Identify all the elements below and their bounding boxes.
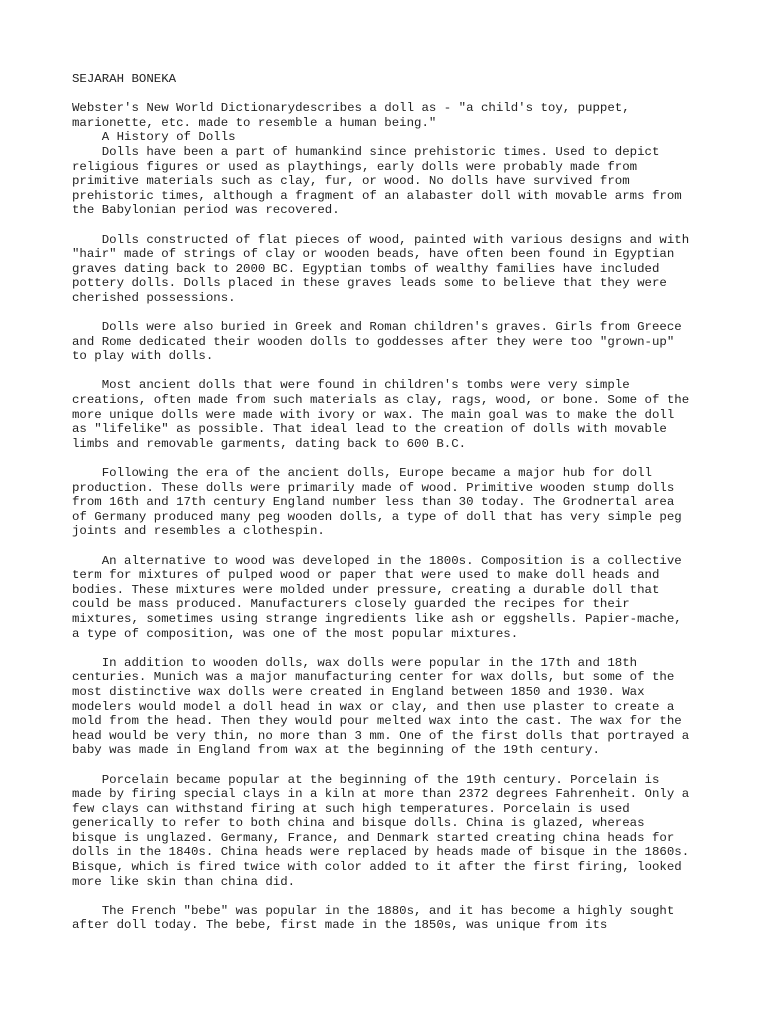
paragraph-line: Bisque, which is fired twice with color added to it after the first firing, looked: [72, 860, 682, 875]
paragraph-line: bisque is unglazed. Germany, France, and Denmark started creating china heads for: [72, 830, 675, 845]
paragraph-line: centuries. Munich was a major manufacturing center for wax dolls, but some of the: [72, 670, 675, 685]
paragraph: [72, 554, 712, 642]
paragraph-spacer: [72, 889, 712, 904]
paragraph-line: Dolls were also buried in Greek and Roman children's graves. Girls from Greece: [72, 320, 682, 335]
intro-line: marionette, etc. made to resemble a human being.": [72, 115, 437, 130]
paragraph-line: modelers would model a doll head in wax or clay, and then use plaster to create a: [72, 699, 675, 714]
paragraph-line: mold from the head. Then they would pour melted wax into the cast. The wax for the: [72, 714, 682, 729]
paragraph-spacer: [72, 451, 712, 466]
paragraph: [72, 233, 712, 306]
paragraph-line: and Rome dedicated their wooden dolls to goddesses after they were too "grown-up": [72, 334, 675, 349]
paragraph-line: limbs and removable garments, dating back to 600 B.C.: [72, 436, 467, 451]
paragraph-line: Porcelain became popular at the beginning of the 19th century. Porcelain is: [72, 772, 660, 787]
document-title: SEJARAH BONEKA: [72, 72, 177, 86]
paragraph-line: In addition to wooden dolls, wax dolls were popular in the 17th and 18th: [72, 655, 638, 670]
paragraph-line: joints and resembles a clothespin.: [72, 524, 325, 539]
paragraph-line: pottery dolls. Dolls placed in these graves leads some to believe that they were: [72, 276, 667, 291]
paragraph-line: The French "bebe" was popular in the 1880s, and it has become a highly sought: [72, 903, 675, 918]
intro-line: Webster's New World Dictionarydescribes a doll as - "a child's toy, puppet,: [72, 101, 630, 116]
paragraph-line: primitive materials such as clay, fur, or wood. No dolls have survived from: [72, 174, 630, 189]
paragraph-line: of Germany produced many peg wooden dolls, a type of doll that has very simple peg: [72, 509, 682, 524]
spacer: [72, 87, 712, 102]
paragraph-line: could be mass produced. Manufacturers closely guarded the recipes for their: [72, 597, 630, 612]
paragraph-line: Most ancient dolls that were found in children's tombs were very simple: [72, 378, 630, 393]
paragraph-line: bodies. These mixtures were molded under pressure, creating a durable doll that: [72, 582, 660, 597]
paragraph-spacer: [72, 539, 712, 554]
paragraph-line: made by firing special clays in a kiln at more than 2372 degrees Fahrenheit. Only a: [72, 787, 690, 802]
document-body: [72, 145, 712, 933]
paragraph-line: Dolls constructed of flat pieces of wood, painted with various designs and with: [72, 232, 690, 247]
paragraph: [72, 320, 712, 364]
paragraph-line: creations, often made from such materials as clay, rags, wood, or bone. Some of the: [72, 393, 690, 408]
paragraph-line: a type of composition, was one of the most popular mixtures.: [72, 626, 519, 641]
paragraph: [72, 656, 712, 758]
paragraph-line: as "lifelike" as possible. That ideal lead to the creation of dolls with movable: [72, 422, 667, 437]
paragraph-line: mixtures, sometimes using strange ingredients like ash or eggshells. Papier-mache,: [72, 611, 682, 626]
paragraph-line: from 16th and 17th century England number less than 30 today. The Grodnertal area: [72, 495, 675, 510]
document-page: [72, 72, 712, 933]
intro-line: A History of Dolls: [72, 130, 236, 145]
paragraph: [72, 773, 712, 890]
paragraph: [72, 466, 712, 539]
paragraph-line: after doll today. The bebe, first made in the 1850s, was unique from its: [72, 918, 608, 933]
paragraph-spacer: [72, 641, 712, 656]
paragraph-line: "hair" made of strings of clay or wooden beads, have often been found in Egyptian: [72, 247, 675, 262]
paragraph-line: prehistoric times, although a fragment of an alabaster doll with movable arms from: [72, 188, 682, 203]
paragraph-line: term for mixtures of pulped wood or paper that were used to make doll heads and: [72, 568, 660, 583]
paragraph-line: to play with dolls.: [72, 349, 214, 364]
paragraph-line: Following the era of the ancient dolls, Europe became a major hub for doll: [72, 466, 652, 481]
paragraph: [72, 145, 712, 218]
paragraph-spacer: [72, 306, 712, 321]
paragraph-line: more unique dolls were made with ivory or wax. The main goal was to make the doll: [72, 407, 675, 422]
paragraph-line: the Babylonian period was recovered.: [72, 203, 340, 218]
paragraph-line: most distinctive wax dolls were created in England between 1850 and 1930. Wax: [72, 684, 645, 699]
paragraph-spacer: [72, 364, 712, 379]
paragraph: [72, 378, 712, 451]
paragraph-line: more like skin than china did.: [72, 874, 296, 889]
paragraph-line: cherished possessions.: [72, 290, 236, 305]
paragraph-spacer: [72, 758, 712, 773]
paragraph-line: dolls in the 1840s. China heads were replaced by heads made of bisque in the 1860s.: [72, 845, 690, 860]
paragraph-spacer: [72, 218, 712, 233]
paragraph-line: baby was made in England from wax at the beginning of the 19th century.: [72, 743, 600, 758]
paragraph-line: An alternative to wood was developed in the 1800s. Composition is a collective: [72, 553, 682, 568]
paragraph-line: Dolls have been a part of humankind since prehistoric times. Used to depict: [72, 144, 660, 159]
paragraph: [72, 904, 712, 933]
paragraph-line: graves dating back to 2000 BC. Egyptian tombs of wealthy families have included: [72, 261, 660, 276]
intro-block: [72, 101, 712, 145]
paragraph-line: religious figures or used as playthings, early dolls were probably made from: [72, 159, 638, 174]
paragraph-line: few clays can withstand firing at such high temperatures. Porcelain is used: [72, 801, 630, 816]
paragraph-line: head would be very thin, no more than 3 mm. One of the first dolls that portrayed a: [72, 728, 690, 743]
paragraph-line: production. These dolls were primarily made of wood. Primitive wooden stump dolls: [72, 480, 675, 495]
paragraph-line: generically to refer to both china and bisque dolls. China is glazed, whereas: [72, 816, 645, 831]
